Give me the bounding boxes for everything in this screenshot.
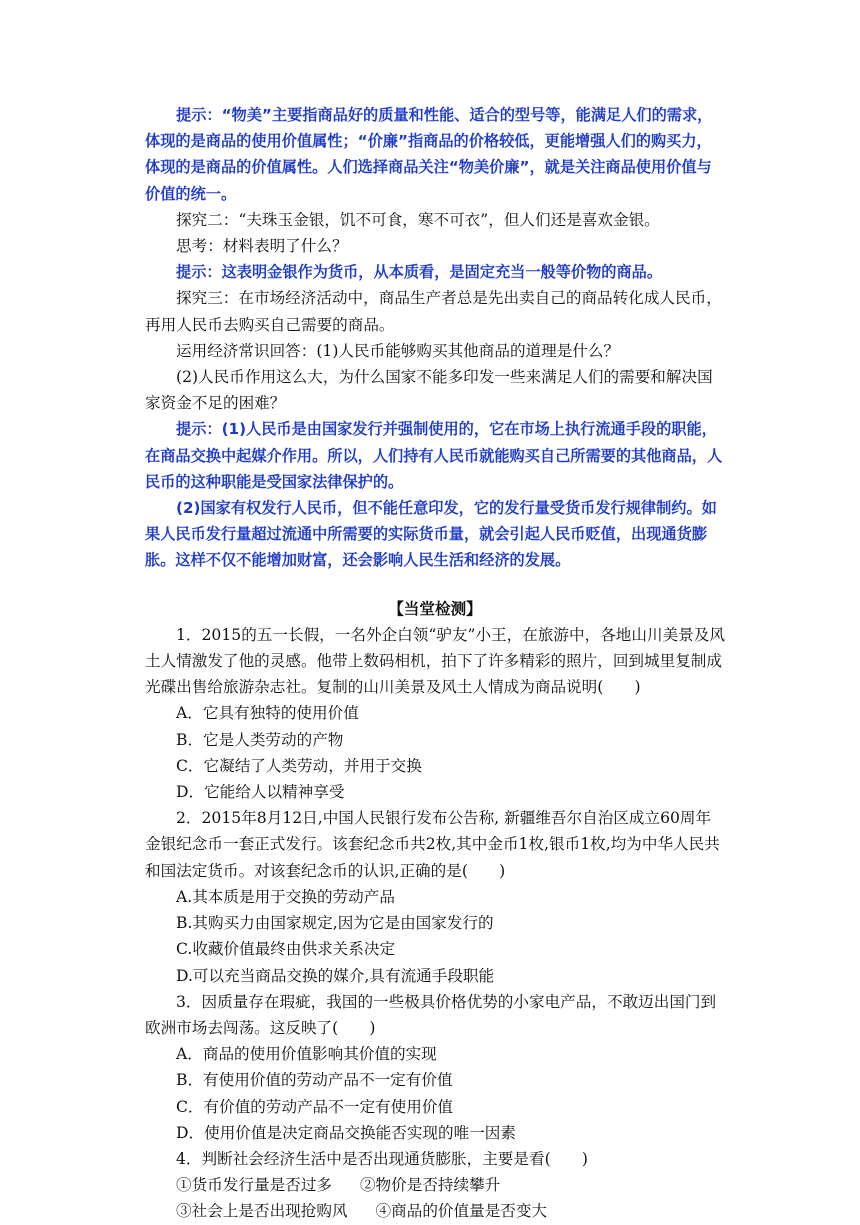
option-c: C.收藏价值最终由供求关系决定 xyxy=(176,940,396,959)
question-block-4 xyxy=(145,1146,725,1225)
question-stem: 1．2015的五一长假，一名外企白领“驴友”小王，在旅游中，各地山川美景及风土人情激发了他的灵感。他带上数码相机，拍下了许多精彩的照片，回到城里复制成光碟出售给旅游杂志社。复制的山川美景及风土人情成为商品说明( ) xyxy=(145,625,725,697)
think-question: 思考：材料表明了什么？ xyxy=(176,237,348,256)
question-block-2 xyxy=(145,805,725,988)
option-3: ③社会上是否出现抢购风 xyxy=(176,1202,348,1221)
option-b: B．有使用价值的劳动产品不一定有价值 xyxy=(176,1071,453,1090)
option-b: B．它是人类劳动的产物 xyxy=(176,730,344,749)
option-c: C．它凝结了人类劳动，并用于交换 xyxy=(176,756,422,775)
option-4: ④商品的价值量是否变大 xyxy=(375,1202,548,1221)
question-stem: 3．因质量存在瑕疵，我国的一些极具价格优势的小家电产品，不敢迈出国门到欧洲市场去闯荡。这反映了( ) xyxy=(145,992,717,1037)
hint-paragraph-3: 提示：(1)人民币是由国家发行并强制使用的，它在市场上执行流通手段的职能，在商品交换中起媒介作用。所以，人们持有人民币就能购买自己所需要的其他商品，人民币的这种职能是受国家法律保护的。 xyxy=(145,420,723,491)
document-content xyxy=(145,102,725,1225)
option-1: ①货币发行量是否过多 xyxy=(176,1176,332,1195)
inquiry-three: 探究三：在市场经济活动中，商品生产者总是先出卖自己的商品转化成人民币，再用人民币去购买自己需要的商品。 xyxy=(145,289,722,334)
option-a: A．它具有独特的使用价值 xyxy=(176,704,359,723)
question-stem: 4．判断社会经济生活中是否出现通货膨胀，主要是看( ) xyxy=(176,1149,588,1168)
question-block-1 xyxy=(145,622,725,805)
question-two: (2)人民币作用这么大，为什么国家不能多印发一些来满足人们的需要和解决国家资金不足的困难？ xyxy=(145,368,713,413)
option-d: D．它能给人以精神享受 xyxy=(176,783,345,802)
option-a: A.其本质是用于交换的劳动产品 xyxy=(176,887,395,906)
hint-paragraph-1: 提示：“物美”主要指商品好的质量和性能、适合的型号等，能满足人们的需求，体现的是商品的使用价值属性；“价廉”指商品的价格较低，更能增强人们的购买力，体现的是商品的价值属性。人们选择商品关注“物美价廉”，就是关注商品使用价值与价值的统一。 xyxy=(145,106,713,203)
option-b: B.其购买力由国家规定,因为它是由国家发行的 xyxy=(176,914,494,933)
inquiry-two: 探究二：“夫珠玉金银，饥不可食，寒不可衣”，但人们还是喜欢金银。 xyxy=(176,210,660,229)
question-one: 运用经济常识回答：(1)人民币能够购买其他商品的道理是什么？ xyxy=(176,341,620,360)
option-row-1 xyxy=(145,1172,725,1198)
option-d: D.可以充当商品交换的媒介,具有流通手段职能 xyxy=(176,966,495,985)
question-stem: 2．2015年8月12日,中国人民银行发布公告称, 新疆维吾尔自治区成立60周年金银纪念币一套正式发行。该套纪念币共2枚,其中金币1枚,银币1枚,均为中华人民共和国法定货币。对该套纪念币的认识,正确的是( ) xyxy=(145,809,720,880)
option-2: ②物价是否持续攀升 xyxy=(359,1176,501,1195)
hint-paragraph-2: 提示：这表明金银作为货币，从本质看，是固定充当一般等价物的商品。 xyxy=(176,263,662,282)
question-block-3 xyxy=(145,989,725,1146)
option-row-2 xyxy=(145,1198,725,1224)
option-a: A．商品的使用价值影响其价值的实现 xyxy=(176,1045,437,1064)
hint-paragraph-4: (2)国家有权发行人民币，但不能任意印发，它的发行量受货币发行规律制约。如果人民币发行量超过流通中所需要的实际货币量，就会引起人民币贬值，出现通货膨胀。这样不仅不能增加财富，还会影响人民生活和经济的发展。 xyxy=(145,499,717,570)
section-title: 【当堂检测】 xyxy=(388,599,482,618)
option-d: D．使用价值是决定商品交换能否实现的唯一因素 xyxy=(176,1123,516,1142)
option-c: C．有价值的劳动产品不一定有使用价值 xyxy=(176,1097,454,1116)
